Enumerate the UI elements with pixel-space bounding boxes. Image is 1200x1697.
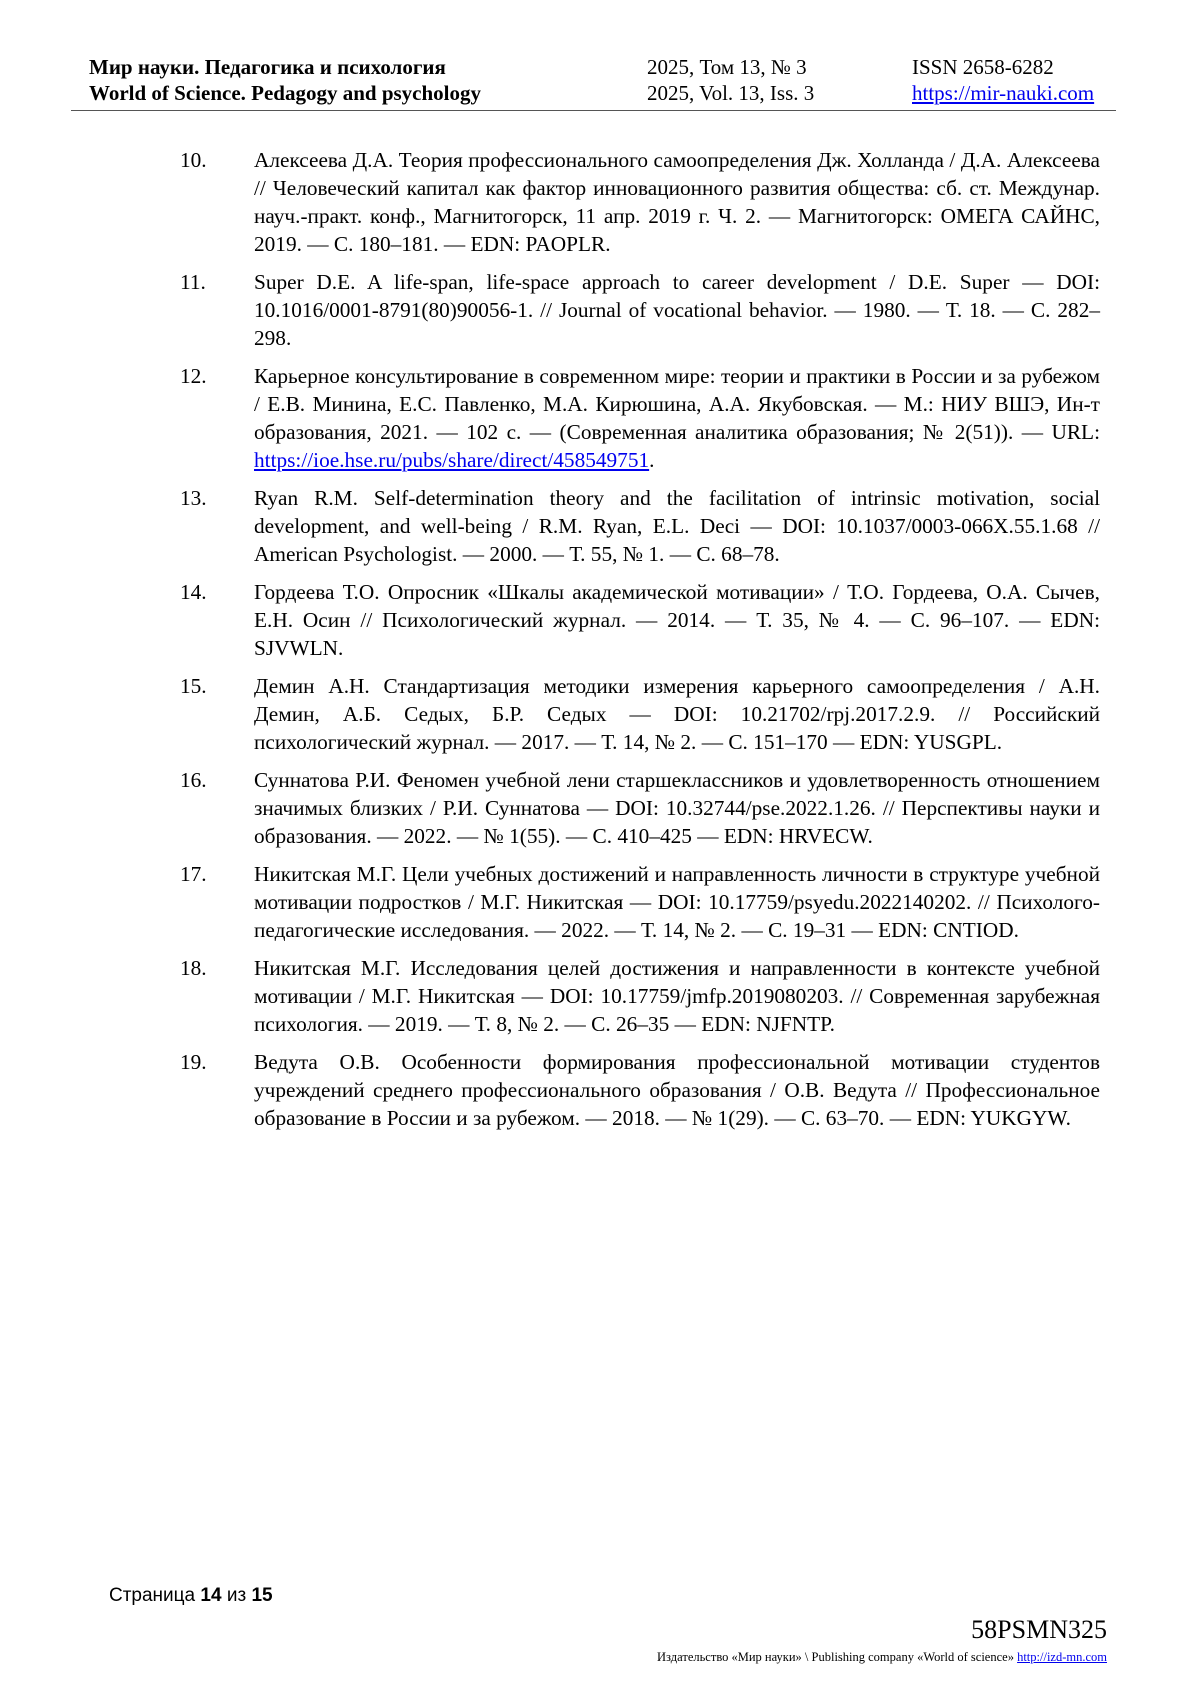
- reference-number: 16.: [180, 768, 207, 792]
- reference-number: 12.: [180, 364, 207, 388]
- reference-item: [180, 484, 1100, 568]
- reference-item: [180, 954, 1100, 1038]
- reference-text: Демин А.Н. Стандартизация методики измерения карьерного самоопределения / А.Н. Демин, А.Б. Седых, Б.Р. Седых — DOI: 10.21702/rpj.2017.2.9. // Российский психологический журнал. — 2017. — Т. 14, № 2. — С. 151–170 — EDN: YUSGPL.: [254, 674, 1100, 754]
- publisher-line: [657, 1650, 1107, 1665]
- reference-item: [180, 672, 1100, 756]
- reference-link[interactable]: https://ioe.hse.ru/pubs/share/direct/458549751: [254, 448, 650, 472]
- reference-number: 19.: [180, 1050, 207, 1074]
- reference-number: 15.: [180, 674, 207, 698]
- reference-text: Алексеева Д.А. Теория профессионального самоопределения Дж. Холланда / Д.А. Алексеева // Человеческий капитал как фактор инновационного развития общества: сб. ст. Междунар. науч.-практ. конф., Магнитогорск, 11 апр. 2019 г. Ч. 2. — Магнитогорск: ОМЕГА САЙНС, 2019. — С. 180–181. — EDN: PAOPLR.: [254, 148, 1100, 256]
- reference-text: Никитская М.Г. Исследования целей достижения и направленности в контексте учебной мотивации / М.Г. Никитская — DOI: 10.17759/jmfp.2019080203. // Современная зарубежная психология. — 2019. — Т. 8, № 2. — С. 26–35 — EDN: NJFNTP.: [254, 956, 1100, 1036]
- reference-text: Карьерное консультирование в современном мире: теории и практики в России и за рубежом / Е.В. Минина, Е.С. Павленко, М.А. Кирюшина, А.А. Якубовская. — М.: НИУ ВШЭ, Ин-т образования, 2021. — 102 с. — (Современная аналитика образования; № 2(51)). — URL:: [254, 364, 1100, 444]
- journal-title-en: World of Science. Pedagogy and psychology: [89, 81, 482, 105]
- reference-item: [180, 860, 1100, 944]
- reference-number: 18.: [180, 956, 207, 980]
- reference-number: 11.: [180, 270, 206, 294]
- reference-item: [180, 362, 1100, 474]
- reference-list: [180, 146, 1100, 1142]
- issue-en: 2025, Vol. 13, Iss. 3: [647, 81, 815, 105]
- page-label: Страница: [109, 1585, 196, 1606]
- reference-text: Никитская М.Г. Цели учебных достижений и направленность личности в структуре учебной мотивации подростков / М.Г. Никитская — DOI: 10.17759/psyedu.2022140202. // Психолого-педагогические исследования. — 2022. — Т. 14, № 2. — С. 19–31 — EDN: CNTIOD.: [254, 862, 1100, 942]
- page-current: 14: [200, 1585, 222, 1606]
- reference-text: Ведута О.В. Особенности формирования профессиональной мотивации студентов учреждений среднего профессионального образования / О.В. Ведута // Профессиональное образование в России и за рубежом. — 2018. — № 1(29). — С. 63–70. — EDN: YUKGYW.: [254, 1050, 1100, 1130]
- journal-site-link[interactable]: https://mir-nauki.com: [912, 81, 1095, 105]
- publisher-text: Издательство «Мир науки» \ Publishing company «World of science»: [657, 1650, 1014, 1664]
- reference-number: 13.: [180, 486, 207, 510]
- reference-text: Гордеева Т.О. Опросник «Шкалы академической мотивации» / Т.О. Гордеева, О.А. Сычев, Е.Н. Осин // Психологический журнал. — 2014. — Т. 35, № 4. — С. 96–107. — EDN: SJVWLN.: [254, 580, 1100, 660]
- page-number: [109, 1585, 273, 1607]
- issn: ISSN 2658-6282: [912, 55, 1054, 79]
- reference-trailing: .: [649, 448, 655, 472]
- reference-text: Суннатова Р.И. Феномен учебной лени старшеклассников и удовлетворенность отношением значимых близких / Р.И. Суннатова — DOI: 10.32744/pse.2022.1.26. // Перспективы науки и образования. — 2022. — № 1(55). — С. 410–425 — EDN: HRVECW.: [254, 768, 1100, 848]
- reference-item: [180, 766, 1100, 850]
- reference-text: Ryan R.M. Self-determination theory and the facilitation of intrinsic motivation, social development, and well-being / R.M. Ryan, E.L. Deci — DOI: 10.1037/0003-066X.55.1.68 // American Psychologist. — 2000. — Т. 55, № 1. — С. 68–78.: [254, 486, 1100, 566]
- publisher-link[interactable]: http://izd-mn.com: [1017, 1650, 1107, 1664]
- reference-item: [180, 146, 1100, 258]
- reference-number: 10.: [180, 148, 207, 172]
- article-code: 58PSMN325: [971, 1615, 1107, 1644]
- reference-item: [180, 1048, 1100, 1132]
- reference-item: [180, 268, 1100, 352]
- page-of: из: [226, 1585, 247, 1606]
- reference-item: [180, 578, 1100, 662]
- reference-number: 17.: [180, 862, 207, 886]
- reference-text: Super D.E. A life-span, life-space approach to career development / D.E. Super — DOI: 10.1016/0001-8791(80)90056-1. // Journal of vocational behavior. — 1980. — Т. 18. — С. 282–298.: [254, 270, 1100, 350]
- journal-header: [71, 52, 1116, 111]
- page-total: 15: [251, 1585, 273, 1606]
- journal-title-ru: Мир науки. Педагогика и психология: [89, 55, 446, 79]
- issue-ru: 2025, Том 13, № 3: [647, 55, 807, 79]
- reference-number: 14.: [180, 580, 207, 604]
